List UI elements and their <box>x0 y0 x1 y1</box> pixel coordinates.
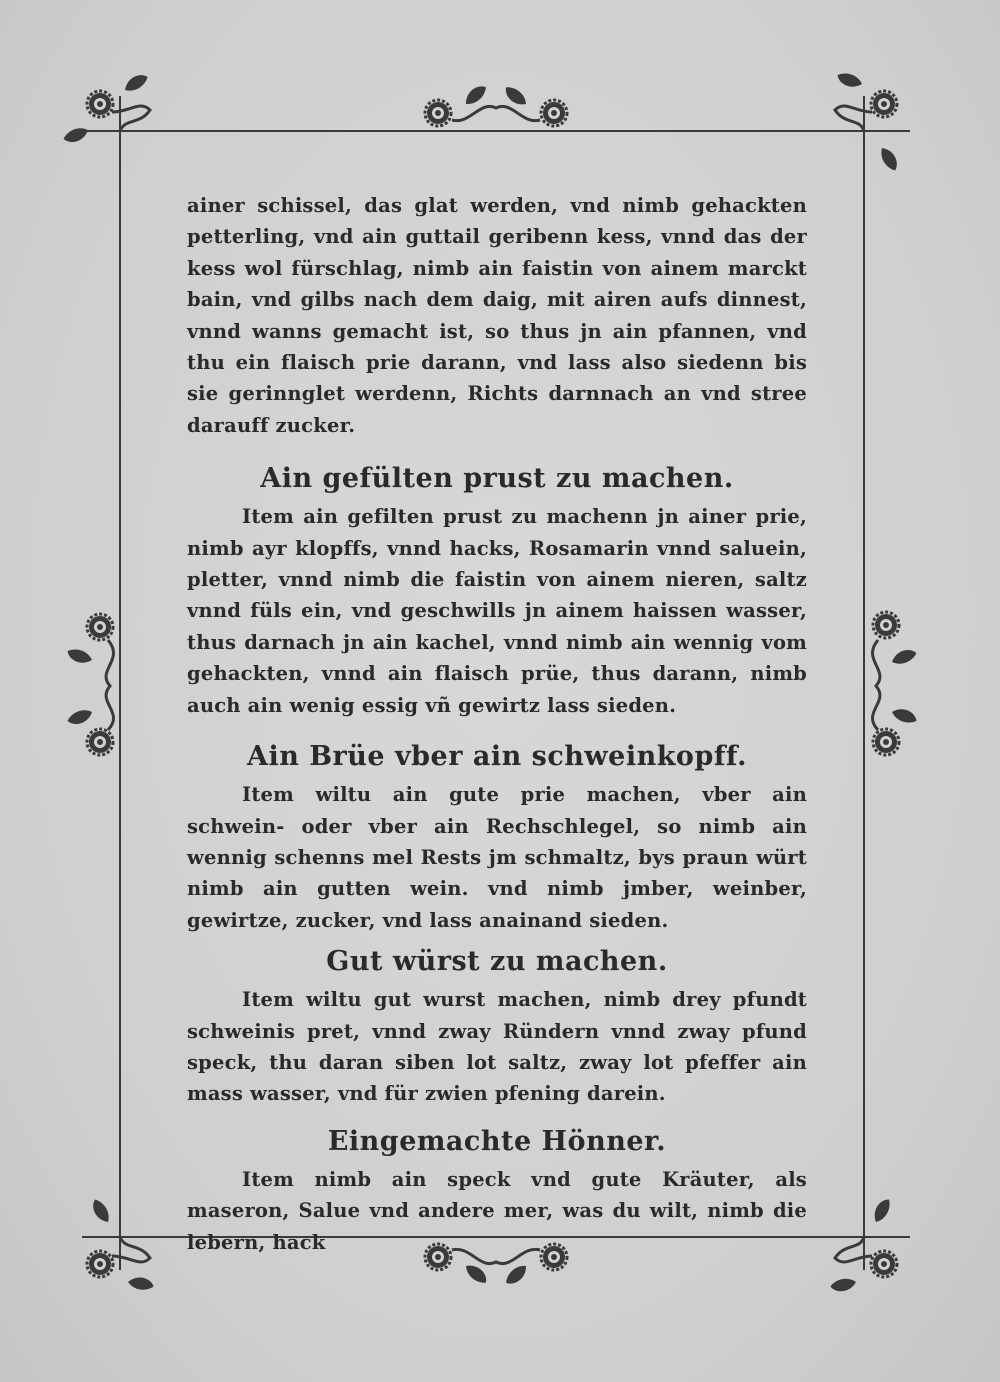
left-middle-ornament <box>65 614 113 755</box>
top-center-ornament <box>425 82 567 126</box>
heading-gut-wuerst: Gut würst zu machen. <box>326 946 668 978</box>
paragraph-eingemachte-hoenner: Item nimb ain speck vnd gute Kräuter, als maseron, Salue vnd andere mer, was du wilt, nimb die lebern, hack <box>187 1167 807 1254</box>
heading-eingemachte-hoenner: Eingemachte Hönner. <box>327 1125 667 1157</box>
recipe-text <box>187 190 807 1258</box>
paragraph-gefuelten-prust: Item ain gefilten prust zu machenn jn ainer prie, nimb ayr klopffs, vnnd hacks, Rosamarin vnnd saluein, pletter, vnnd nimb die faistin von ainem nieren, saltz vnnd füls ein, vnd geschwills jn ainem haissen wasser, thus darnach jn ain kachel, vnnd nimb ain wennig vom gehackten, vnnd ain flaisch prüe, thus darann, nimb auch ain wenig essig vñ gewirtz lass sieden. <box>187 505 807 717</box>
heading-gefuelten-prust: Ain gefülten prust zu machen. <box>260 463 734 495</box>
paragraph-gut-wuerst: Item wiltu gut wurst machen, nimb drey pfundt schweinis pret, vnnd zway Ründern vnnd zway pfund speck, thu daran siben lot saltz, zway lot pfeffer ain mass wasser, vnd für zwien pfening darein. <box>187 988 807 1106</box>
corner-ornament-top-right <box>835 70 901 173</box>
paragraph-bruee-schweinkopf: Item wiltu ain gute prie machen, vber ain schwein- oder vber ain Rechschlegel, so nimb ain wennig schenns mel Rests jm schmaltz, bys praun würt nimb ain gutten wein. vnd nimb jmber, weinber, gewirtze, zucker, vnd lass anainand sieden. <box>187 783 807 932</box>
right-middle-ornament <box>872 612 918 755</box>
paragraph-continued: ainer schissel, das glat werden, vnd nimb gehackten petterling, vnd ain guttail geribenn kess, vnnd das der kess wol fürschlag, nimb ain faistin von ainem marckt bain, vnd gilbs nach dem daig, mit airen aufs dinnest, vnnd wanns gemacht ist, so thus jn ain pfannen, vnd thu ein flaisch prie darann, vnd lass also siedenn bis sie gerinnglet werdenn, Richts darnnach an vnd stree darauff zucker. <box>187 194 807 437</box>
corner-ornament-top-left <box>62 71 150 145</box>
heading-bruee-schweinkopf: Ain Brüe vber ain schweinkopff. <box>247 741 747 773</box>
